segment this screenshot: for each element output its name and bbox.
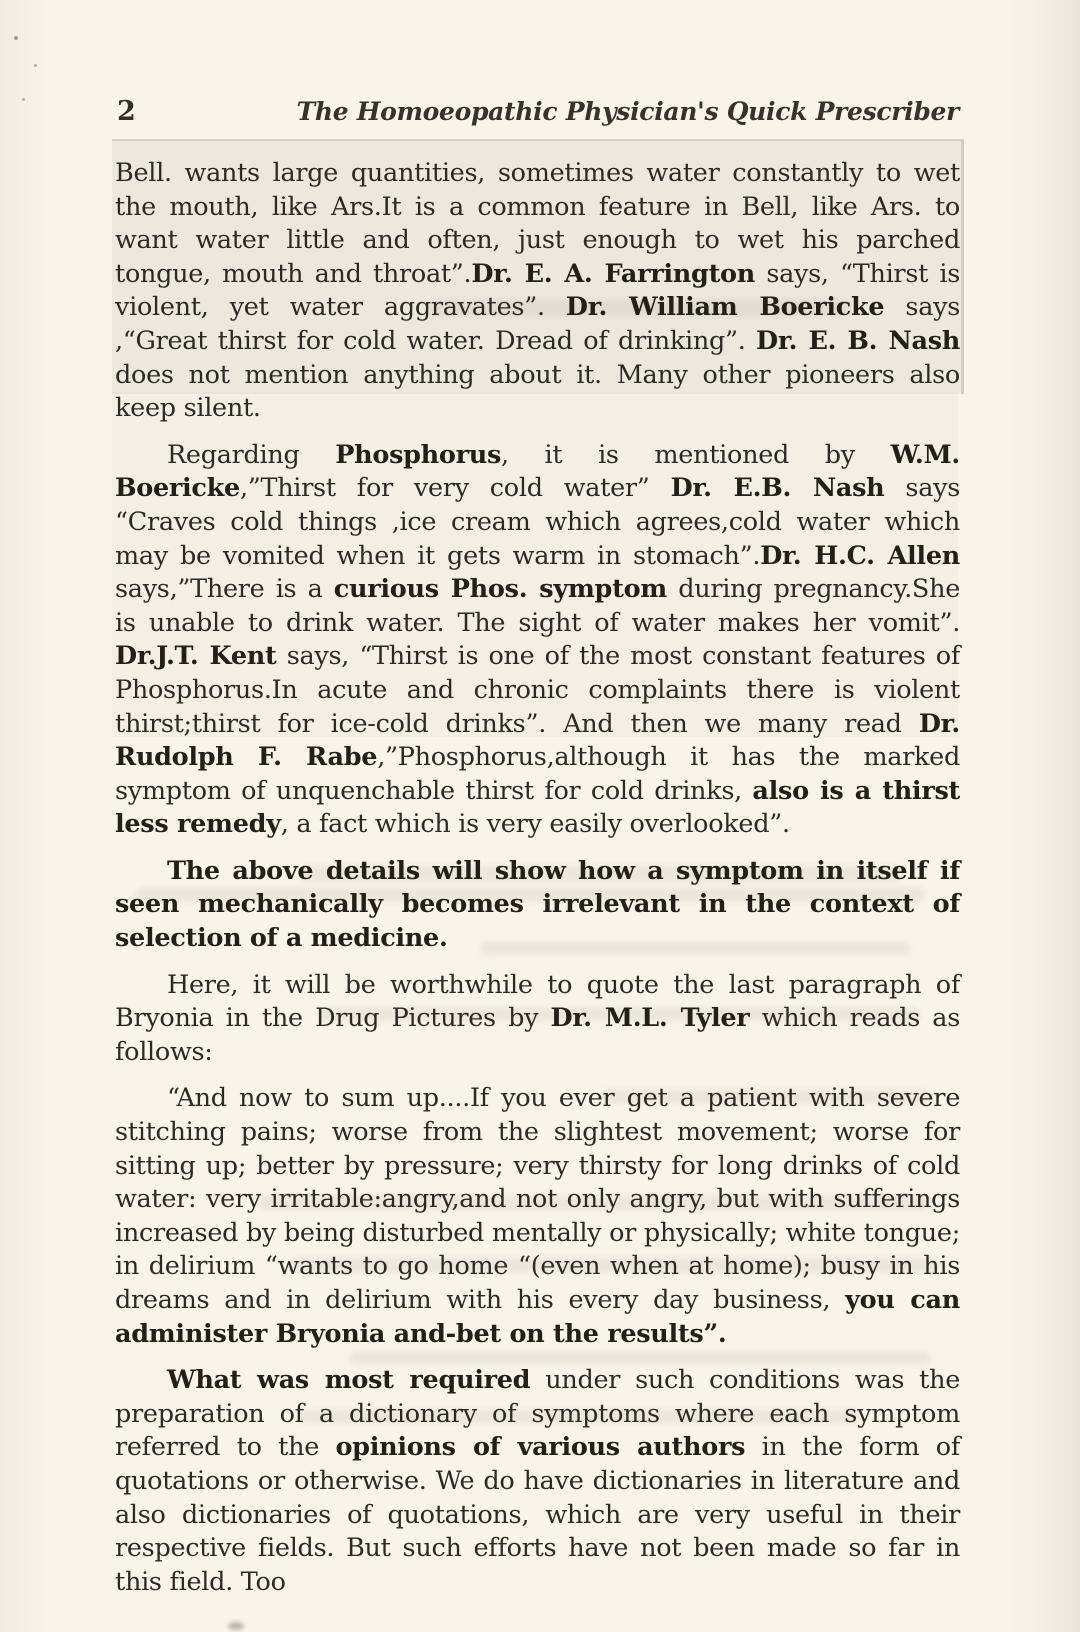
bold-text-segment: Dr. H.C. Allen bbox=[760, 540, 960, 571]
page-edge-shading bbox=[0, 0, 46, 1632]
bold-text-segment: W.M. Boericke bbox=[115, 439, 961, 504]
bold-text-segment: also is a thirst less remedy bbox=[115, 775, 960, 840]
bold-text-segment: Dr.J.T. Kent bbox=[115, 641, 277, 672]
text-segment: Here, it will be worthwhile to quote the last paragraph of Bryonia in the Drug Pictures by bbox=[115, 969, 960, 1034]
bold-text-segment: you can administer Bryonia and-bet on the results”. bbox=[115, 1285, 960, 1349]
bold-text-segment: Dr. E.B. Nash bbox=[670, 473, 885, 504]
text-segment: during pregnancy.She is unable to drink water. The sight of water makes her vomit”. bbox=[115, 574, 961, 638]
bold-text-segment: Dr. E. A. Farrington bbox=[471, 258, 756, 289]
bold-text-segment: The above details will show how a symptom in itself if seen mechanically becomes irrelevant in the context of selection of a medicine. bbox=[115, 855, 960, 954]
running-title: The Homoeopathic Physician's Quick Prescriber bbox=[296, 97, 959, 126]
paragraph bbox=[115, 439, 960, 842]
text-segment: Regarding bbox=[167, 439, 336, 470]
text-segment: ,”Phosphorus,although it has the marked symptom of unquenchable thirst for cold drinks, bbox=[115, 742, 960, 806]
bold-text-segment: Dr. William Boericke bbox=[565, 292, 885, 323]
paragraph bbox=[115, 969, 960, 1070]
text-segment: “And now to sum up....If you ever get a patient with severe stitching pains; worse from the slightest movement; worse for sitting up; better by pressure; very thirsty for long drinks of cold water: very irritable:angry,and not only angry, but with sufferings increased by being disturbed mentally or physically; white tongue; in delirium “wants to go home “(even when at home); busy in his dreams and in delirium with his every day business, bbox=[115, 1083, 960, 1315]
bold-text-segment: Dr. M.L. Tyler bbox=[550, 1003, 750, 1034]
text-segment: says ,“Great thirst for cold water. Dread of drinking”. bbox=[115, 292, 960, 356]
ink-speck bbox=[34, 64, 37, 67]
paragraph bbox=[115, 157, 960, 426]
bold-text-segment: Dr. Rudolph F. Rabe bbox=[115, 708, 960, 773]
text-segment: under such conditions was the preparation of a dictionary of symptoms where each symptom referred to the bbox=[115, 1365, 960, 1463]
text-segment: says,”There is a bbox=[115, 574, 334, 605]
text-segment: says, “Thirst is one of the most constant features of Phosphorus.In acute and chronic complaints there is violent thirst;thirst for ice-cold drinks”. And then we many read bbox=[115, 641, 960, 739]
paragraph bbox=[115, 1082, 960, 1351]
text-segment: ,”Thirst for very cold water” bbox=[239, 473, 671, 504]
page-header bbox=[117, 96, 959, 127]
text-segment: in the form of quotations or otherwise. We do have dictionaries in literature and also dictionaries of quotations, which are very useful in their respective fields. But such efforts have not been made so far in this field. Too bbox=[115, 1432, 961, 1597]
ink-speck bbox=[14, 36, 18, 40]
bold-text-segment: Phosphorus bbox=[335, 439, 502, 470]
bold-text-segment: What was most required bbox=[167, 1365, 531, 1396]
text-segment: which reads as follows: bbox=[115, 1003, 960, 1067]
bold-text-segment: Dr. E. B. Nash bbox=[756, 325, 960, 356]
text-segment: Bell. wants large quantities, sometimes water constantly to wet the mouth, like Ars.It is a common feature in Bell, like Ars. to want water little and often, just enough to wet his parched tongue, mouth and throat”. bbox=[115, 158, 960, 289]
text-segment: says, “Thirst is violent, yet water aggravates”. bbox=[115, 258, 960, 323]
page-number: 2 bbox=[117, 96, 136, 127]
text-segment: , it is mentioned by bbox=[501, 439, 891, 470]
text-segment: does not mention anything about it. Many other pioneers also keep silent. bbox=[115, 359, 960, 424]
paragraph bbox=[115, 1364, 960, 1599]
bold-text-segment: opinions of various authors bbox=[335, 1432, 746, 1463]
text-segment: , a fact which is very easily overlooked”. bbox=[280, 809, 790, 840]
scan-edge-mark bbox=[228, 1622, 244, 1630]
paragraph bbox=[115, 855, 960, 956]
text-block bbox=[115, 157, 960, 1612]
bold-text-segment: curious Phos. symptom bbox=[333, 574, 667, 605]
ink-speck bbox=[22, 98, 25, 101]
page-edge-shading bbox=[1010, 0, 1080, 1632]
text-segment: says “Craves cold things ,ice cream which agrees,cold water which may be vomited when it gets warm in stomach”. bbox=[115, 473, 961, 571]
